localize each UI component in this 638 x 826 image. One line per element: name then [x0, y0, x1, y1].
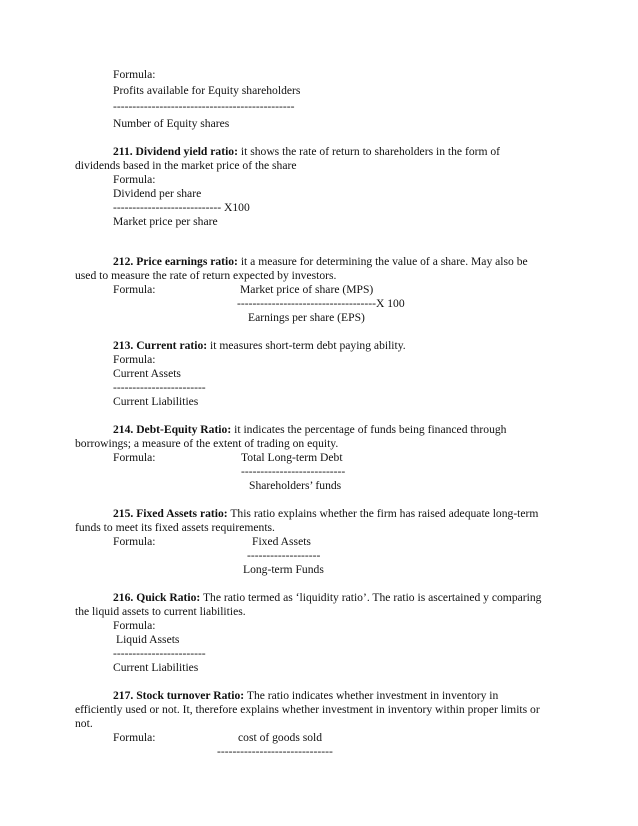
- section-212-title: 212. Price earnings ratio:: [113, 255, 238, 268]
- section-214-title: 214. Debt-Equity Ratio:: [113, 423, 232, 436]
- section-214-line1: [113, 423, 506, 437]
- section-211-title: 211. Dividend yield ratio:: [113, 145, 238, 158]
- section-212-text1: it a measure for determining the value of a share. May also be: [237, 255, 528, 268]
- section-217-divider: ------------------------------: [217, 745, 333, 758]
- section-211-numerator: Dividend per share: [113, 187, 202, 200]
- section-211-formula-label: Formula:: [113, 173, 156, 186]
- section-212-formula-label: Formula:: [113, 283, 156, 296]
- section-211-text2: dividends based in the market price of the share: [75, 159, 297, 172]
- section-215-numerator: Fixed Assets: [252, 535, 311, 548]
- section-215-divider: -------------------: [247, 549, 321, 562]
- section-217-formula-label: Formula:: [113, 731, 156, 744]
- section-214-formula-label: Formula:: [113, 451, 156, 464]
- section-216-title: 216. Quick Ratio:: [113, 591, 201, 604]
- section-216-numerator: Liquid Assets: [116, 633, 180, 646]
- section-217-title: 217. Stock turnover Ratio:: [113, 689, 245, 702]
- section-212-divider: ------------------------------------X 100: [237, 297, 405, 310]
- section-214-text2: borrowings; a measure of the extent of trading on equity.: [75, 437, 339, 450]
- section-215-formula-label: Formula:: [113, 535, 156, 548]
- section-215-text1: This ratio explains whether the firm has raised adequate long-term: [227, 507, 539, 520]
- section-216-divider: ------------------------: [113, 647, 206, 660]
- section-215-line1: [113, 507, 538, 521]
- section-216-denominator: Current Liabilities: [113, 661, 199, 674]
- section-215-title: 215. Fixed Assets ratio:: [113, 507, 228, 520]
- section-217-text1: The ratio indicates whether investment in inventory in: [244, 689, 499, 702]
- section-212-denominator: Earnings per share (EPS): [248, 311, 365, 324]
- section-212-line1: [113, 255, 528, 269]
- section-213-text1: it measures short-term debt paying ability.: [207, 339, 406, 352]
- section-212-numerator: Market price of share (MPS): [240, 283, 374, 296]
- section-213-divider: ------------------------: [113, 381, 206, 394]
- formula-divider: -----------------------------------------------: [113, 100, 295, 113]
- section-215-denominator: Long-term Funds: [243, 563, 324, 576]
- section-213-title: 213. Current ratio:: [113, 339, 208, 352]
- section-216-line1: [113, 591, 541, 605]
- section-217-numerator: cost of goods sold: [238, 731, 323, 744]
- section-214-divider: ---------------------------: [241, 465, 346, 478]
- section-214-text1: it indicates the percentage of funds being financed through: [231, 423, 507, 436]
- section-213-denominator: Current Liabilities: [113, 395, 199, 408]
- section-213-numerator: Current Assets: [113, 367, 181, 380]
- formula-label: Formula:: [113, 68, 156, 81]
- section-214-numerator: Total Long-term Debt: [241, 451, 343, 464]
- section-212-text2: used to measure the rate of return expected by investors.: [75, 269, 337, 282]
- section-217-line1: [113, 689, 498, 703]
- formula-numerator: Profits available for Equity shareholders: [113, 84, 301, 97]
- section-214-denominator: Shareholders’ funds: [249, 479, 342, 492]
- section-217-text3: not.: [75, 717, 93, 730]
- section-211-line1: [113, 145, 500, 159]
- section-216-text1: The ratio termed as ‘liquidity ratio’. The ratio is ascertained y comparing: [200, 591, 542, 604]
- section-217-text2: efficiently used or not. It, therefore explains whether investment in inventory within proper limits or: [75, 703, 540, 716]
- section-213-formula-label: Formula:: [113, 353, 156, 366]
- section-211-divider: ---------------------------- X100: [113, 201, 250, 214]
- section-211-denominator: Market price per share: [113, 215, 218, 228]
- section-211-text1: it shows the rate of return to shareholders in the form of: [237, 145, 501, 158]
- section-215-text2: funds to meet its fixed assets requirements.: [75, 521, 275, 534]
- formula-denominator: Number of Equity shares: [113, 117, 230, 130]
- section-213-line1: [113, 339, 406, 353]
- section-216-text2: the liquid assets to current liabilities.: [75, 605, 246, 618]
- section-216-formula-label: Formula:: [113, 619, 156, 632]
